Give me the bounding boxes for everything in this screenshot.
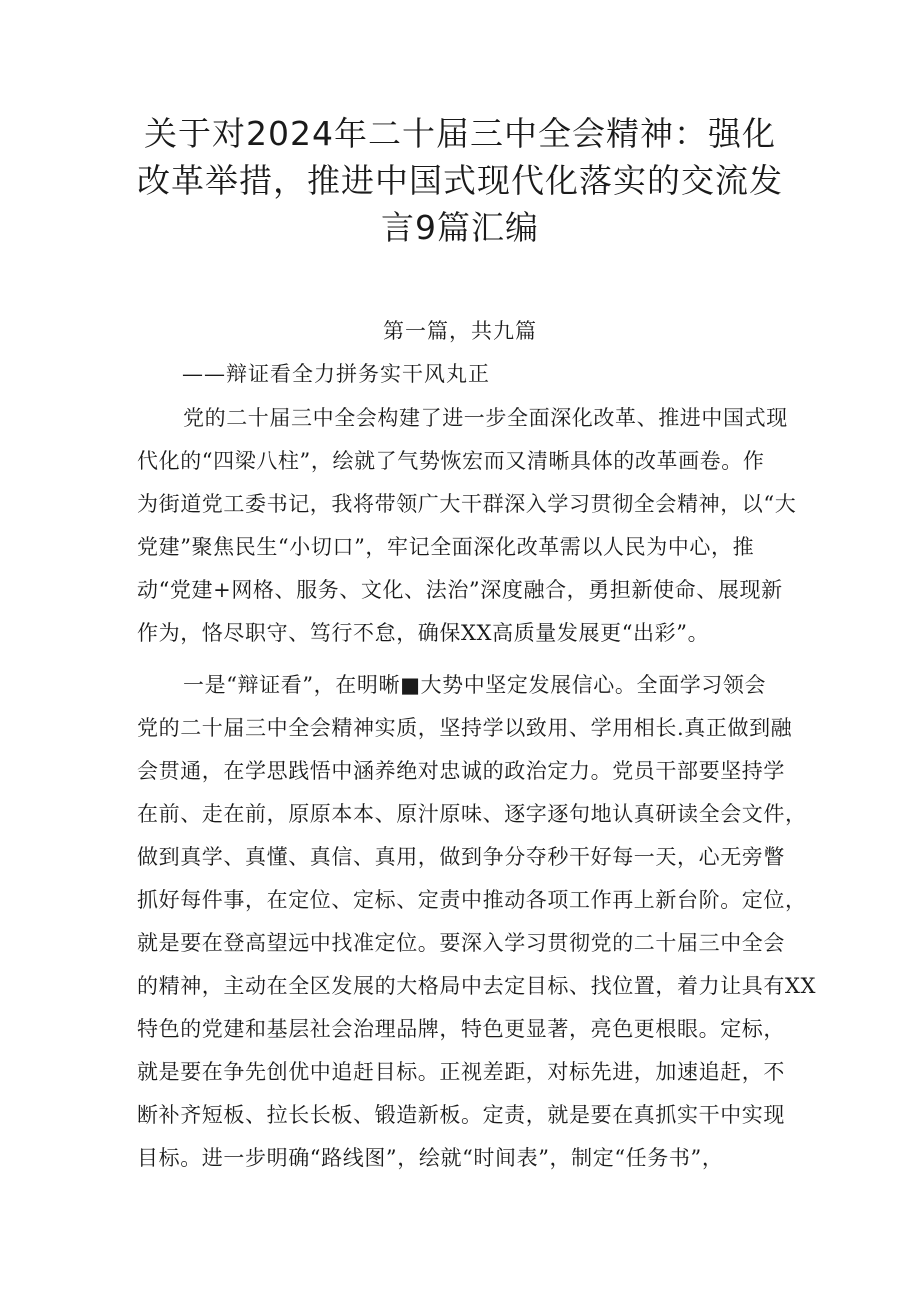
paragraph-2: [137, 664, 817, 1180]
part-label: 第一篇，共九篇: [383, 319, 537, 343]
paragraph-line: 动“党建+网格、服务、文化、法治”深度融合，勇担新使命、展现新: [137, 578, 783, 602]
title-line: 言9篇汇编: [381, 208, 539, 247]
paragraph-line: 党的二十届三中全会精神实质，坚持学以致用、学用相长.真正做到融: [137, 716, 793, 740]
paragraph-line: 抓好每件事，在定位、定标、定责中推动各项工作再上新台阶。定位，: [137, 888, 807, 912]
paragraph-line: 就是要在登高望远中找准定位。要深入学习贯彻党的二十届三中全会: [137, 931, 785, 955]
paragraph-line: 就是要在争先创优中追赶目标。正视差距，对标先进，加速追赶，不: [137, 1060, 785, 1084]
paragraph-line: 断补齐短板、拉长长板、锻造新板。定责，就是要在真抓实干中实现: [137, 1103, 785, 1127]
paragraph-line: 代化的“四梁八柱”，绘就了气势恢宏而又清晰具体的改革画卷。作: [137, 449, 765, 473]
paragraph-line: 党的二十届三中全会构建了进一步全面深化改革、推进中国式现: [183, 406, 788, 430]
paragraph-line: 为街道党工委书记，我将带领广大干群深入学习贯彻全会精神，以“大: [137, 492, 797, 516]
paragraph-line: 特色的党建和基层社会治理品牌，特色更显著，亮色更根眼。定标，: [137, 1017, 785, 1041]
paragraph-line: 一是“辩证看”，在明晰■大势中坚定发展信心。全面学习领会: [183, 673, 767, 697]
paragraph-line: 在前、走在前，原原本本、原汁原味、逐字逐句地认真研读全会文件，: [137, 802, 807, 826]
title-line: 关于对2024年二十届三中全会精神：强化: [144, 114, 776, 153]
title-line: 改革举措，推进中国式现代化落实的交流发: [137, 161, 783, 200]
paragraph-1: [137, 397, 797, 655]
paragraph-line: 党建”聚焦民生“小切口”，牢记全面深化改革需以人民为中心，推: [137, 535, 755, 559]
part-subtitle: ——辩证看全力拼务实干风丸正: [182, 362, 490, 386]
paragraph-line: 会贯通，在学思践悟中涵养绝对忠诚的政治定力。党员干部要坚持学: [137, 759, 785, 783]
paragraph-line: 做到真学、真懂、真信、真用，做到争分夺秒干好每一天，心无旁瞥: [137, 845, 785, 869]
paragraph-line: 作为，恪尽职守、笃行不怠，确保XX高质量发展更“出彩”。: [137, 621, 710, 645]
paragraph-line: 目标。进一步明确“路线图”，绘就“时间表”，制定“任务书”，: [137, 1146, 724, 1170]
paragraph-line: 的精神，主动在全区发展的大格局中去定目标、找位置，着力让具有XX: [137, 974, 817, 998]
document-title: [130, 110, 790, 251]
